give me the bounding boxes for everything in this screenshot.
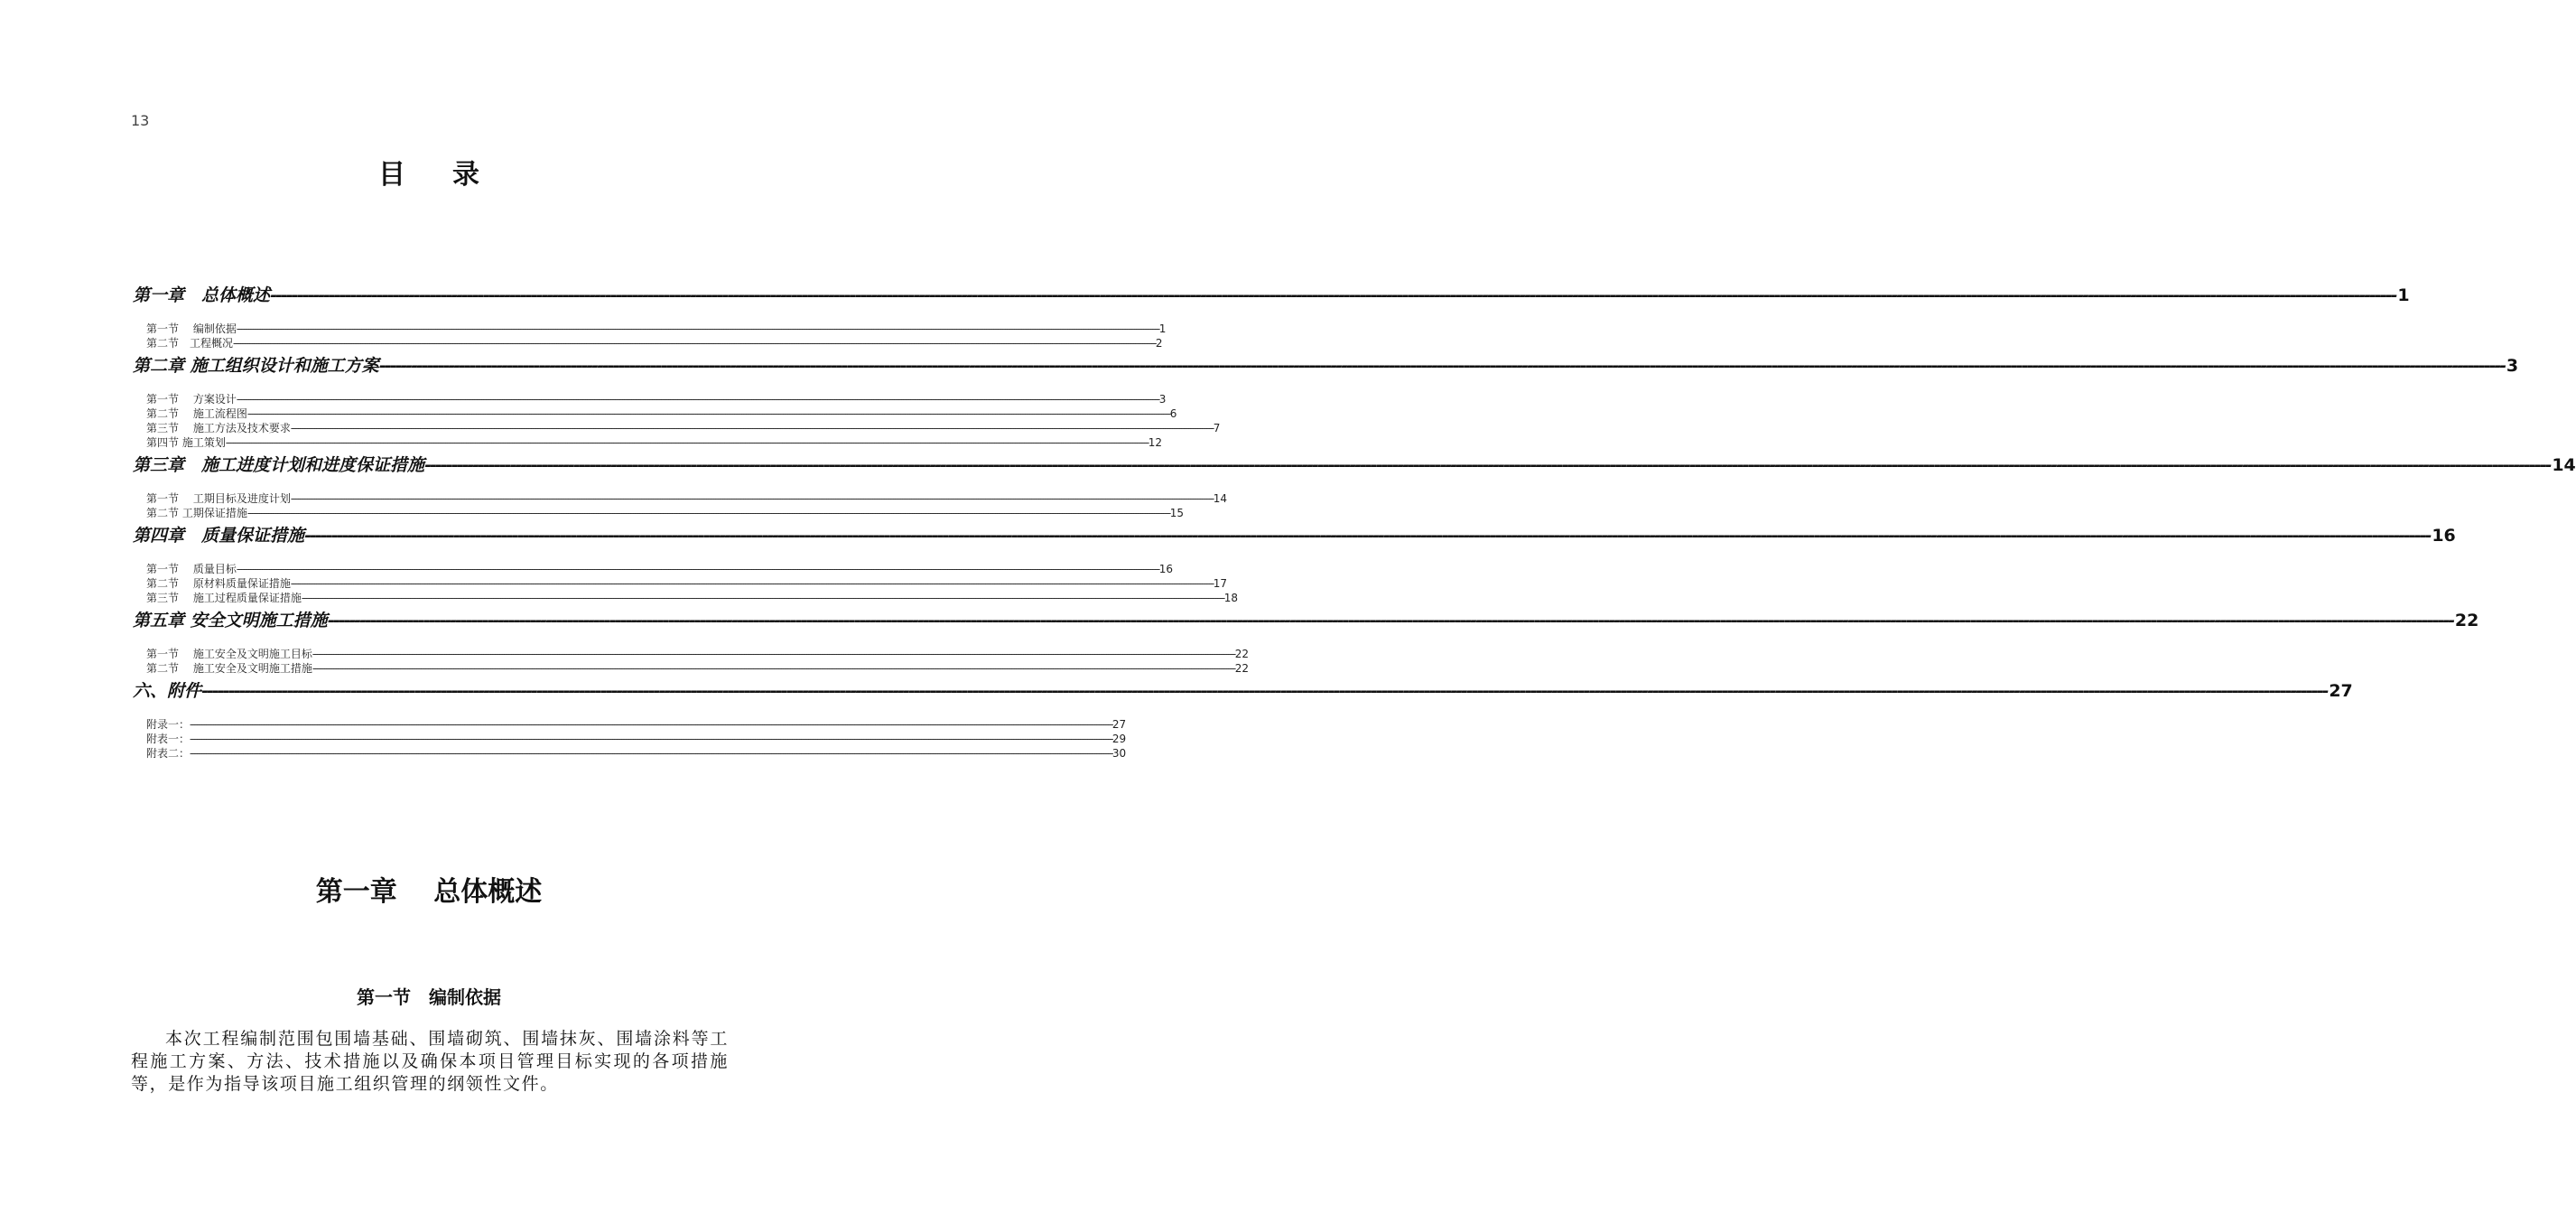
toc-section-label: 第一节 方案设计 <box>146 393 237 406</box>
toc-leader: ---------------------------------------------------------------------------------------------------------------------------------------------------------------------------------------------------------------------------------------------------------------------------------------------------------------------------------------------------------------------------------------------------------------- <box>190 718 1112 731</box>
toc-section-entry[interactable] <box>133 591 1238 605</box>
toc-section-page: 7 <box>1213 422 1221 434</box>
toc-section-label: 第二节 原材料质量保证措施 <box>146 577 291 590</box>
toc-leader: ---------------------------------------------------------------------------------------------------------------------------------------------------------------------------------------------------------------------------------------------------------------------------------------------------------------------------------------------------------------------------------------------------------------- <box>236 563 1159 575</box>
toc-section-page: 29 <box>1111 733 1127 745</box>
toc-section-page: 3 <box>1158 393 1167 406</box>
toc-title: 目录 <box>378 159 526 191</box>
toc-section-page: 22 <box>1234 662 1249 675</box>
toc-section-entry[interactable] <box>133 421 1221 435</box>
toc-section-page: 2 <box>1155 337 1163 350</box>
toc-section-entry[interactable] <box>133 661 1249 676</box>
toc-chapter-label: 第一章 总体概述 <box>133 285 271 305</box>
toc-section-entry[interactable] <box>133 435 1162 450</box>
toc-leader: ---------------------------------------------------------------------------------------------------------------------------------------------------------------------------------------------------------------------------------------------------------------------------------------------------------------------------------------------------------------------------------------------------------------- <box>312 648 1235 660</box>
toc-chapter-entry[interactable] <box>133 522 2456 549</box>
toc-section-page: 22 <box>1234 648 1249 660</box>
toc-leader: ---------------------------------------------------------------------------------------------------------------------------------------------------------------------------------------------------------------------------------------------------------------------------------------------------------------------------------------------------------------------------------------------------------------- <box>290 492 1214 505</box>
toc-leader: ---------------------------------------------------------------------------------------------------------------------------------------------------------------------------------------------------------------------------------------------------------------------------------------------------------------------------------------------------------------------------------------------------------------- <box>246 407 1170 420</box>
toc-leader: ---------------------------------------------------------------------------------------------------------------------------------------------------------------------------------------------------------------------------------------------------------------------------------------------------------------------------------------------------------------------------------------------------------------- <box>236 393 1159 406</box>
toc-section-entry[interactable] <box>133 746 1127 761</box>
table-of-contents <box>133 282 2576 762</box>
toc-section-entry[interactable] <box>133 576 1227 591</box>
toc-section-page: 1 <box>1158 322 1167 335</box>
toc-section-label: 附表一： <box>146 733 191 745</box>
toc-leader: ---------------------------------------------------------------------------------------------------------------------------------------------------------------------------------------------------------------------------------------------------------------------------------------------------------------------------------------------------------------------------------------------------------------- <box>270 285 2396 305</box>
toc-section-entry[interactable] <box>133 717 1127 732</box>
toc-section-page: 30 <box>1111 747 1127 760</box>
toc-section-entry[interactable] <box>133 647 1249 661</box>
toc-section-page: 17 <box>1213 577 1227 590</box>
toc-chapter-label: 第四章 质量保证措施 <box>133 526 305 546</box>
toc-leader: ---------------------------------------------------------------------------------------------------------------------------------------------------------------------------------------------------------------------------------------------------------------------------------------------------------------------------------------------------------------------------------------------------------------- <box>301 592 1224 604</box>
toc-section-label: 第三节 施工方法及技术要求 <box>146 422 291 434</box>
toc-chapter-page: 1 <box>2397 285 2410 305</box>
toc-section-label: 第一节 施工安全及文明施工目标 <box>146 648 312 660</box>
toc-section-label: 第四节 施工策划 <box>146 436 226 449</box>
toc-section-page: 16 <box>1158 563 1173 575</box>
toc-section-label: 第三节 施工过程质量保证措施 <box>146 592 302 604</box>
toc-section-label: 附表二： <box>146 747 191 760</box>
toc-leader: ---------------------------------------------------------------------------------------------------------------------------------------------------------------------------------------------------------------------------------------------------------------------------------------------------------------------------------------------------------------------------------------------------------------- <box>304 526 2431 546</box>
toc-section-page: 27 <box>1111 718 1127 731</box>
toc-section-page: 6 <box>1169 407 1177 420</box>
toc-chapter-page: 27 <box>2329 681 2353 701</box>
toc-leader: ---------------------------------------------------------------------------------------------------------------------------------------------------------------------------------------------------------------------------------------------------------------------------------------------------------------------------------------------------------------------------------------------------------------- <box>190 747 1112 760</box>
chapter-heading: 第一章 总体概述 <box>315 876 543 908</box>
toc-section-entry[interactable] <box>133 562 1173 576</box>
toc-section-label: 第二节 工程概况 <box>146 337 234 350</box>
toc-chapter-label: 第五章 安全文明施工措施 <box>133 611 328 630</box>
toc-section-entry[interactable] <box>133 392 1167 406</box>
toc-section-label: 第二节 施工流程图 <box>146 407 247 420</box>
toc-section-entry[interactable] <box>133 491 1227 506</box>
toc-chapter-page: 14 <box>2552 455 2576 475</box>
toc-section-label: 第一节 工期目标及进度计划 <box>146 492 291 505</box>
toc-section-label: 第一节 编制依据 <box>146 322 237 335</box>
toc-section-label: 第二节 工期保证措施 <box>146 507 247 519</box>
toc-leader: ---------------------------------------------------------------------------------------------------------------------------------------------------------------------------------------------------------------------------------------------------------------------------------------------------------------------------------------------------------------------------------------------------------------- <box>290 422 1214 434</box>
toc-chapter-entry[interactable] <box>133 452 2576 479</box>
toc-chapter-label: 第三章 施工进度计划和进度保证措施 <box>133 455 425 475</box>
section-heading: 第一节 编制依据 <box>357 986 501 1008</box>
toc-leader: ---------------------------------------------------------------------------------------------------------------------------------------------------------------------------------------------------------------------------------------------------------------------------------------------------------------------------------------------------------------------------------------------------------------- <box>424 455 2551 475</box>
toc-section-page: 14 <box>1213 492 1227 505</box>
toc-section-entry[interactable] <box>133 322 1167 336</box>
toc-section-entry[interactable] <box>133 336 1163 350</box>
toc-leader: ---------------------------------------------------------------------------------------------------------------------------------------------------------------------------------------------------------------------------------------------------------------------------------------------------------------------------------------------------------------------------------------------------------------- <box>201 681 2328 701</box>
toc-section-label: 第二节 施工安全及文明施工措施 <box>146 662 312 675</box>
toc-chapter-entry[interactable] <box>133 282 2410 309</box>
toc-section-page: 15 <box>1169 507 1184 519</box>
toc-leader: ---------------------------------------------------------------------------------------------------------------------------------------------------------------------------------------------------------------------------------------------------------------------------------------------------------------------------------------------------------------------------------------------------------------- <box>312 662 1235 675</box>
toc-section-label: 附录一： <box>146 718 191 731</box>
toc-chapter-label: 第二章 施工组织设计和施工方案 <box>133 356 379 376</box>
toc-section-entry[interactable] <box>133 506 1184 520</box>
toc-section-entry[interactable] <box>133 732 1127 746</box>
toc-chapter-entry[interactable] <box>133 677 2353 705</box>
toc-chapter-page: 16 <box>2432 526 2456 546</box>
toc-section-page: 12 <box>1148 436 1162 449</box>
toc-leader: ---------------------------------------------------------------------------------------------------------------------------------------------------------------------------------------------------------------------------------------------------------------------------------------------------------------------------------------------------------------------------------------------------------------- <box>233 337 1156 350</box>
toc-leader: ---------------------------------------------------------------------------------------------------------------------------------------------------------------------------------------------------------------------------------------------------------------------------------------------------------------------------------------------------------------------------------------------------------------- <box>290 577 1214 590</box>
toc-chapter-page: 22 <box>2454 611 2479 630</box>
body-paragraph: 本次工程编制范围包围墙基础、围墙砌筑、围墙抹灰、围墙涂料等工程施工方案、方法、技术措施以及确保本项目管理目标实现的各项措施等，是作为指导该项目施工组织管理的纲领性文件。 <box>131 1029 729 1094</box>
toc-leader: ---------------------------------------------------------------------------------------------------------------------------------------------------------------------------------------------------------------------------------------------------------------------------------------------------------------------------------------------------------------------------------------------------------------- <box>190 733 1112 745</box>
toc-section-label: 第一节 质量目标 <box>146 563 237 575</box>
toc-chapter-page: 3 <box>2506 356 2519 376</box>
toc-leader: ---------------------------------------------------------------------------------------------------------------------------------------------------------------------------------------------------------------------------------------------------------------------------------------------------------------------------------------------------------------------------------------------------------------- <box>236 322 1159 335</box>
toc-chapter-label: 六、附件 <box>133 681 202 701</box>
toc-leader: ---------------------------------------------------------------------------------------------------------------------------------------------------------------------------------------------------------------------------------------------------------------------------------------------------------------------------------------------------------------------------------------------------------------- <box>225 436 1149 449</box>
toc-leader: ---------------------------------------------------------------------------------------------------------------------------------------------------------------------------------------------------------------------------------------------------------------------------------------------------------------------------------------------------------------------------------------------------------------- <box>378 356 2505 376</box>
toc-chapter-entry[interactable] <box>133 352 2519 379</box>
toc-section-page: 18 <box>1223 592 1238 604</box>
toc-leader: ---------------------------------------------------------------------------------------------------------------------------------------------------------------------------------------------------------------------------------------------------------------------------------------------------------------------------------------------------------------------------------------------------------------- <box>327 611 2453 630</box>
page-number: 13 <box>131 112 150 129</box>
toc-section-entry[interactable] <box>133 406 1177 421</box>
toc-chapter-entry[interactable] <box>133 607 2479 634</box>
toc-leader: ---------------------------------------------------------------------------------------------------------------------------------------------------------------------------------------------------------------------------------------------------------------------------------------------------------------------------------------------------------------------------------------------------------------- <box>246 507 1170 519</box>
